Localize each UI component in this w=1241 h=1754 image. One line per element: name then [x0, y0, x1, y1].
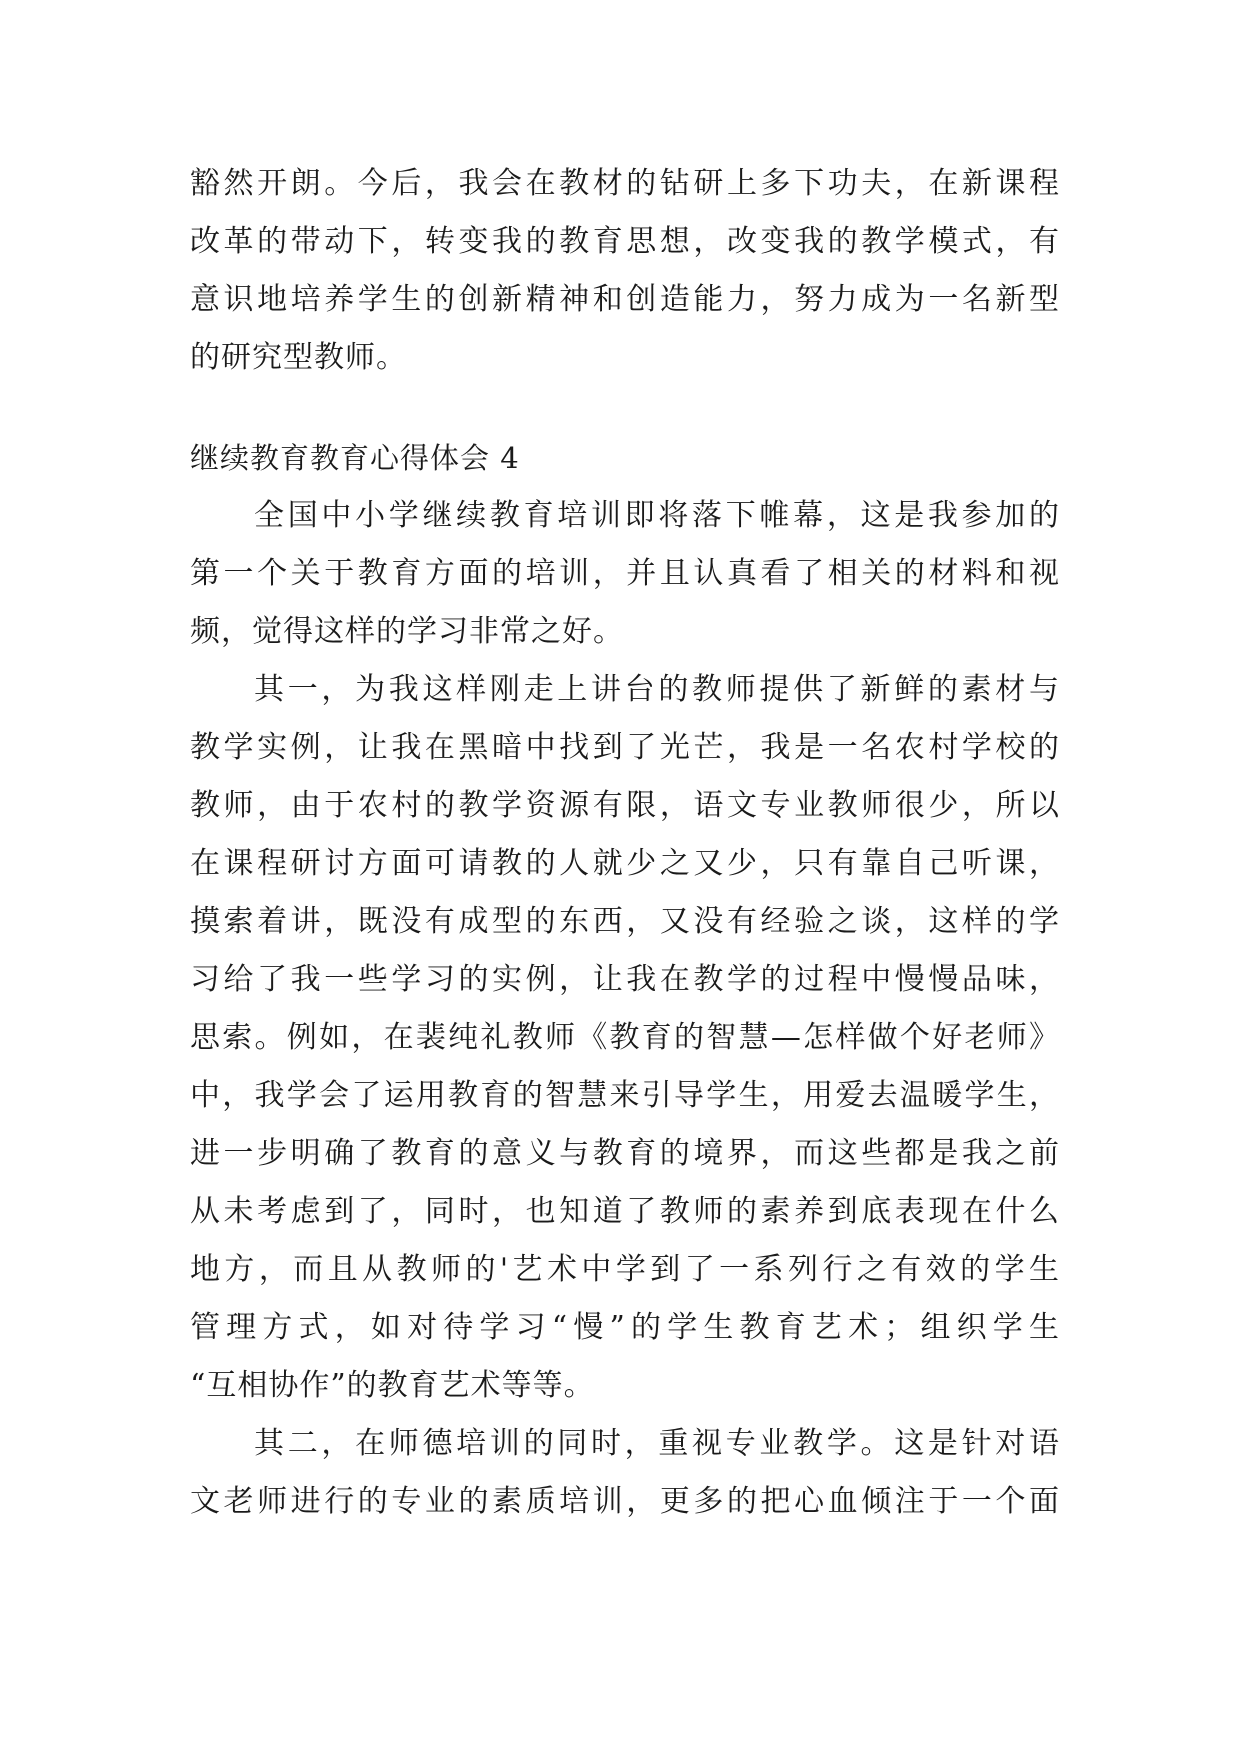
- paragraph-line: 频，觉得这样的学习非常之好。: [190, 614, 624, 649]
- paragraph-line: 中，我学会了运用教育的智慧来引导学生，用爱去温暖学生，: [190, 1078, 1060, 1113]
- spacer: [190, 387, 1060, 429]
- paragraph-line: 全国中小学继续教育培训即将落下帷幕，这是我参加的: [254, 498, 1060, 533]
- text-line: 豁然开朗。今后，我会在教材的钻研上多下功夫，在新课程: [190, 166, 1060, 201]
- paragraph-line: 其一，为我这样刚走上讲台的教师提供了新鲜的素材与: [254, 672, 1060, 707]
- paragraph-line: 在课程研讨方面可请教的人就少之又少，只有靠自己听课，: [190, 846, 1060, 881]
- paragraph-line: 习给了我一些学习的实例，让我在教学的过程中慢慢品味，: [190, 962, 1060, 997]
- paragraph-line: 教师，由于农村的教学资源有限，语文专业教师很少，所以: [190, 788, 1060, 823]
- paragraph-line: 管理方式，如对待学习“慢”的学生教育艺术；组织学生: [190, 1310, 1060, 1345]
- paragraph-line: 思索。例如，在裴纯礼教师《教育的智慧—怎样做个好老师》: [190, 1020, 1060, 1055]
- paragraph-line: 地方，而且从教师的'艺术中学到了一系列行之有效的学生: [190, 1252, 1060, 1287]
- paragraph-line: 文老师进行的专业的素质培训，更多的把心血倾注于一个面: [190, 1484, 1060, 1519]
- text-line: 意识地培养学生的创新精神和创造能力，努力成为一名新型: [190, 282, 1060, 317]
- paragraph-line: 进一步明确了教育的意义与教育的境界，而这些都是我之前: [190, 1136, 1060, 1171]
- document-body: [190, 155, 1060, 1531]
- paragraph-line: “互相协作”的教育艺术等等。: [190, 1368, 595, 1403]
- section-heading: 继续教育教育心得体会 4: [190, 441, 520, 475]
- text-line: 改革的带动下，转变我的教育思想，改变我的教学模式，有: [190, 224, 1060, 259]
- paragraph-line: 教学实例，让我在黑暗中找到了光芒，我是一名农村学校的: [190, 730, 1060, 765]
- paragraph-line: 其二，在师德培训的同时，重视专业教学。这是针对语: [254, 1426, 1060, 1461]
- text-line: 的研究型教师。: [190, 340, 407, 375]
- paragraph-line: 第一个关于教育方面的培训，并且认真看了相关的材料和视: [190, 556, 1060, 591]
- paragraph-line: 摸索着讲，既没有成型的东西，又没有经验之谈，这样的学: [190, 904, 1060, 939]
- paragraph-line: 从未考虑到了，同时，也知道了教师的素养到底表现在什么: [190, 1194, 1060, 1229]
